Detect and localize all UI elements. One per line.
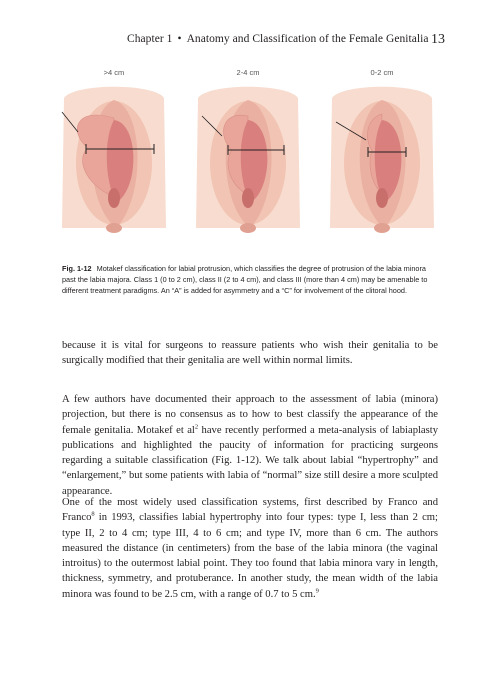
anatomy-illustration-2	[188, 78, 308, 234]
panel-label-1: >4 cm	[103, 68, 125, 77]
paragraph-2-text-b: have recently performed a meta-analysis of labiaplasty publications and highlighted the paucity of information for practicing surgeons regarding a suitable classification (Fig. 1-12). We talk about labial “hypertrophy” and “enlargement,” but some patients with labia of “normal” size still desire a more sculpted appearance.	[62, 424, 438, 497]
paragraph-2	[62, 392, 438, 499]
separator: •	[177, 33, 182, 45]
running-head-text	[127, 33, 429, 45]
chapter-label: Chapter 1	[127, 33, 173, 45]
page-number: 13	[431, 32, 445, 47]
panel-label-2: 2-4 cm	[236, 68, 260, 77]
panel-label-3: 0-2 cm	[370, 68, 394, 77]
figure-label: Fig. 1-12	[62, 264, 92, 273]
figure-panel-3	[322, 66, 442, 234]
figure-1-12	[52, 66, 444, 234]
citation-superscript: 2	[194, 423, 199, 431]
figure-panel-1	[54, 66, 174, 234]
paragraph-3-text-a: One of the most widely used classification systems, first described by Franco and Franco	[62, 497, 438, 524]
paragraph-1: because it is vital for surgeons to reassure patients who wish their genitalia to be surgically modified that their genitalia are well within normal limits.	[62, 340, 438, 367]
anatomy-illustration-3	[322, 78, 442, 234]
figure-panel-2	[188, 66, 308, 234]
chapter-title: Anatomy and Classification of the Female Genitalia	[186, 33, 429, 45]
paragraph-2-text-a: A few authors have documented their approach to the assessment of labia (minora) projection, but there is no consensus as to how to best classify the appearance of the female genitalia. Motakef et al	[62, 394, 438, 436]
citation-superscript: 8	[91, 510, 95, 518]
figure-caption-text: Motakef classification for labial protrusion, which classifies the degree of protrusion of the labia minora past the labia majora. Class 1 (0 to 2 cm), class II (2 to 4 cm), and class III (more than 4 cm) may be amenable to different treatment paradigms. An “A” is added for asymmetry and a “C” for involvement of the clitoral hood.	[62, 264, 428, 295]
paragraph-3-text-b: in 1993, classifies labial hypertrophy into four types: type I, less than 2 cm; type II, 2 to 4 cm; type III, 4 to 6 cm; and type IV, more than 6 cm. The authors measured the distance (in centimeters) from the base of the labia minora (the vaginal introitus) to the outermost labial point. They too found that labia minora vary in length, thickness, symmetry, and protuberance. In another study, the mean width of the labia minora was found to be 2.5 cm, with a range of 0.7 to 5 cm.	[62, 512, 438, 600]
citation-superscript: 9	[315, 587, 319, 595]
paragraph-3	[62, 495, 438, 602]
anatomy-illustration-1	[54, 78, 174, 234]
figure-caption	[62, 263, 440, 296]
running-head	[0, 33, 500, 51]
